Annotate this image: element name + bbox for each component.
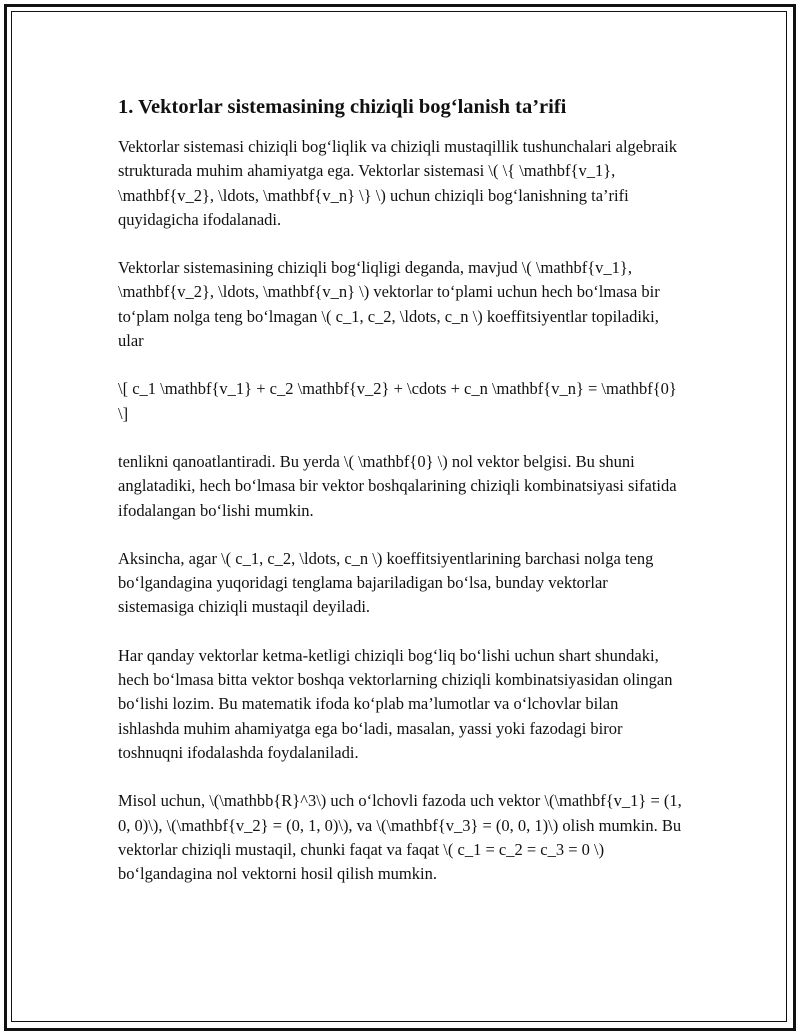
paragraph-independence: Aksincha, agar \( c_1, c_2, \ldots, c_n \) koeffitsiyentlarining barchasi nolga teng bo‘lgandagina yuqoridagi tenglama bajariladigan bo‘lsa, bunday vektorlar sistemasiga chiziqli mustaqil deyiladi. (118, 548, 654, 617)
document-body (118, 93, 683, 910)
paragraph-explanation: tenlikni qanoatlantiradi. Bu yerda \( \mathbf{0} \) nol vektor belgisi. Bu shuni anglatadiki, hech bo‘lmasa bir vektor boshqalarining chiziqli kombinatsiyasi sifatida ifodalangan bo‘lishi mumkin. (118, 451, 677, 520)
paragraph-example: Misol uchun, \(\mathbb{R}^3\) uch o‘lchovli fazoda uch vektor \(\mathbf{v_1} = (1, 0, 0)\), \(\mathbf{v_2} = (0, 1, 0)\), va \(\mathbf{v_3} = (0, 0, 1)\) olish mumkin. Bu vektorlar chiziqli mustaqil, chunki faqat va faqat \( c_1 = c_2 = c_3 = 0 \) bo‘lgandagina nol vektorni hosil qilish mumkin. (118, 791, 682, 884)
paragraph-equation: \[ c_1 \mathbf{v_1} + c_2 \mathbf{v_2} + \cdots + c_n \mathbf{v_n} = \mathbf{0} \] (118, 379, 677, 423)
paragraph-condition: Har qanday vektorlar ketma-ketligi chiziqli bog‘liq bo‘lishi uchun shart shundaki, hech bo‘lmasa bitta vektor boshqa vektorlarning chiziqli kombinatsiyasidan olingan bo‘lishi lozim. Bu matematik ifoda ko‘plab ma’lumotlar va o‘lchovlar bilan ishlashda muhim ahamiyatga ega bo‘ladi, masalan, yassi yoki fazodagi biror toshnuqni ifodalashda foydalaniladi. (118, 645, 673, 762)
section-heading: 1. Vektorlar sistemasining chiziqli bog‘lanish ta’rifi (118, 96, 567, 118)
paragraph-intro: Vektorlar sistemasi chiziqli bog‘liqlik va chiziqli mustaqillik tushunchalari algebraik strukturada muhim ahamiyatga ega. Vektorlar sistemasi \( \{ \mathbf{v_1}, \mathbf{v_2}, \ldots, \mathbf{v_n} \} \) uchun chiziqli bog‘lanishning ta’rifi quyidagicha ifodalanadi. (118, 137, 678, 229)
paragraph-definition: Vektorlar sistemasining chiziqli bog‘liqligi deganda, mavjud \( \mathbf{v_1}, \mathbf{v_2}, \ldots, \mathbf{v_n} \) vektorlar to‘plami uchun hech bo‘lmasa bir to‘plam nolga teng bo‘lmagan \( c_1, c_2, \ldots, c_n \) koeffitsiyentlar topiladiki, ular (118, 258, 660, 351)
